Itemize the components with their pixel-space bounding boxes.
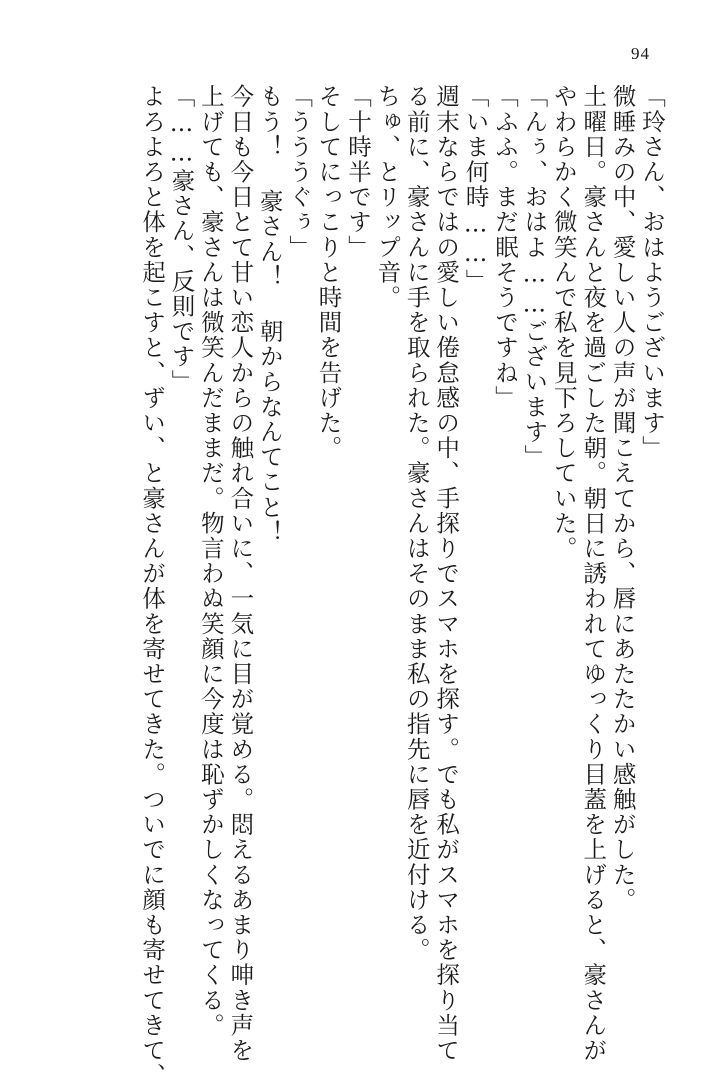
text-line: 「うううぐぅ」 [285, 84, 314, 260]
text-line: もう！ 豪さん！ 朝からなんてこと！ [255, 84, 284, 545]
page-number: 94 [631, 44, 650, 63]
text-line: やわらかく微笑んで私を見下ろしていた。 [549, 84, 578, 561]
text-line: 今日も今日とて甘い恋人からの触れ合いに、一気に目が覚める。悶えるあまり呻き声を [226, 84, 255, 1063]
text-line: 「玲さん、おはようございます」 [638, 84, 666, 461]
text-line: そしてにっこりと時間を告げた。 [314, 84, 343, 461]
text-line: 上げても、豪さんは微笑んだままだ。物言わぬ笑顔に今度は恥ずかしくなってくる。 [196, 84, 225, 1038]
text-line: 微睡みの中、愛しい人の声が聞こえてから、唇にあたたかい感触がした。 [608, 84, 637, 913]
text-line: 「んぅ、おはよ……ございます」 [520, 84, 549, 470]
text-line: 週末ならではの愛しい倦怠感の中、手探りでスマホを探す。でも私がスマホを探り当て [432, 84, 461, 1063]
text-line: 「……豪さん、反則です」 [167, 84, 196, 395]
text-line: 「ふふ。まだ眠そうですね」 [490, 84, 519, 411]
text-line: 土曜日。豪さんと夜を過ごした朝。朝日に誘われてゆっくり目蓋を上げると、豪さんが [579, 84, 608, 1063]
text-line: 「いま何時……」 [461, 84, 490, 294]
text-line: ちゅ、とリップ音。 [373, 84, 402, 310]
text-line: 「十時半です」 [343, 84, 372, 260]
text-line: よろよろと体を起こすと、ずい、と豪さんが体を寄せてきた。ついでに顔も寄せてきて、 [138, 84, 167, 1088]
text-line: る前に、豪さんに手を取られた。豪さんはそのまま私の指先に唇を近付ける。 [402, 84, 431, 963]
body-text [106, 84, 666, 1088]
